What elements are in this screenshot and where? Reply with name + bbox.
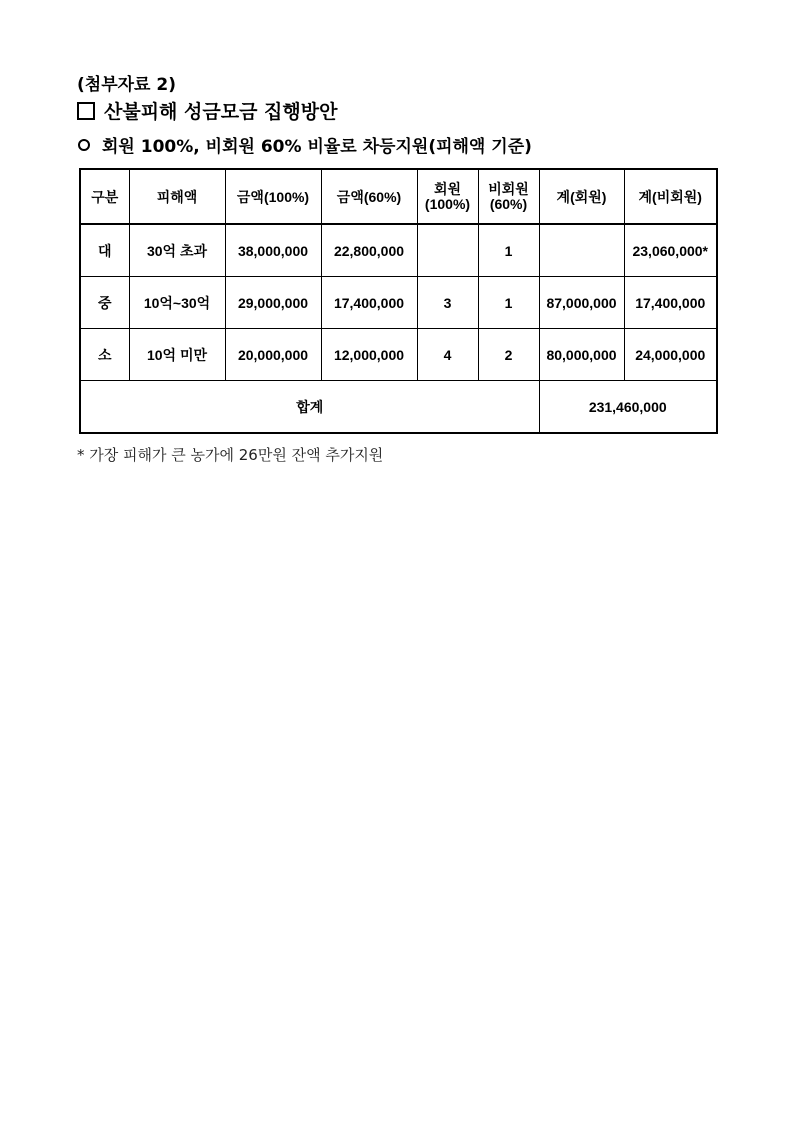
sub-heading <box>78 132 532 157</box>
cell-nonmember: 1 <box>478 224 539 277</box>
header-total-nonmember: 계(비회원) <box>624 169 717 224</box>
cell-total-member: 87,000,000 <box>539 277 624 329</box>
cell-amount-100: 20,000,000 <box>225 329 321 381</box>
cell-total-member <box>539 224 624 277</box>
cell-amount-60: 17,400,000 <box>321 277 417 329</box>
cell-damage: 30억 초과 <box>129 224 225 277</box>
header-amount-100: 금액(100%) <box>225 169 321 224</box>
header-total-member: 계(회원) <box>539 169 624 224</box>
header-nonmember <box>478 169 539 224</box>
cell-member: 4 <box>417 329 478 381</box>
circle-bullet-icon <box>78 139 90 151</box>
cell-amount-100: 38,000,000 <box>225 224 321 277</box>
cell-total-member: 80,000,000 <box>539 329 624 381</box>
cell-total-nonmember: 24,000,000 <box>624 329 717 381</box>
heading-text: 산불피해 성금모금 집행방안 <box>104 101 338 123</box>
support-plan-table <box>79 168 718 434</box>
cell-category: 대 <box>80 224 129 277</box>
checkbox-square-icon <box>77 102 95 120</box>
footnote: * 가장 피해가 큰 농가에 26만원 잔액 추가지원 <box>77 446 384 464</box>
header-member <box>417 169 478 224</box>
sum-row <box>80 381 717 434</box>
cell-total-nonmember: 23,060,000* <box>624 224 717 277</box>
header-nonmember-line1: 비회원 <box>488 180 529 197</box>
table-row <box>80 277 717 329</box>
header-member-line2: (100%) <box>424 195 471 212</box>
section-heading <box>77 97 337 124</box>
header-category: 구분 <box>80 169 129 224</box>
table-row <box>80 224 717 277</box>
cell-total-nonmember: 17,400,000 <box>624 277 717 329</box>
attachment-label: (첨부자료 2) <box>77 75 176 95</box>
cell-amount-60: 12,000,000 <box>321 329 417 381</box>
header-amount-60: 금액(60%) <box>321 169 417 224</box>
cell-member: 3 <box>417 277 478 329</box>
cell-category: 중 <box>80 277 129 329</box>
header-nonmember-line2: (60%) <box>489 195 528 212</box>
sub-heading-text: 회원 100%, 비회원 60% 비율로 차등지원(피해액 기준) <box>102 137 532 157</box>
cell-amount-60: 22,800,000 <box>321 224 417 277</box>
table-row <box>80 329 717 381</box>
cell-amount-100: 29,000,000 <box>225 277 321 329</box>
cell-nonmember: 2 <box>478 329 539 381</box>
sum-label: 합계 <box>80 381 539 434</box>
table-header-row <box>80 169 717 224</box>
sum-value: 231,460,000 <box>539 381 717 434</box>
cell-member <box>417 224 478 277</box>
header-damage: 피해액 <box>129 169 225 224</box>
header-member-line1: 회원 <box>433 180 462 197</box>
cell-damage: 10억~30억 <box>129 277 225 329</box>
cell-nonmember: 1 <box>478 277 539 329</box>
cell-damage: 10억 미만 <box>129 329 225 381</box>
cell-category: 소 <box>80 329 129 381</box>
